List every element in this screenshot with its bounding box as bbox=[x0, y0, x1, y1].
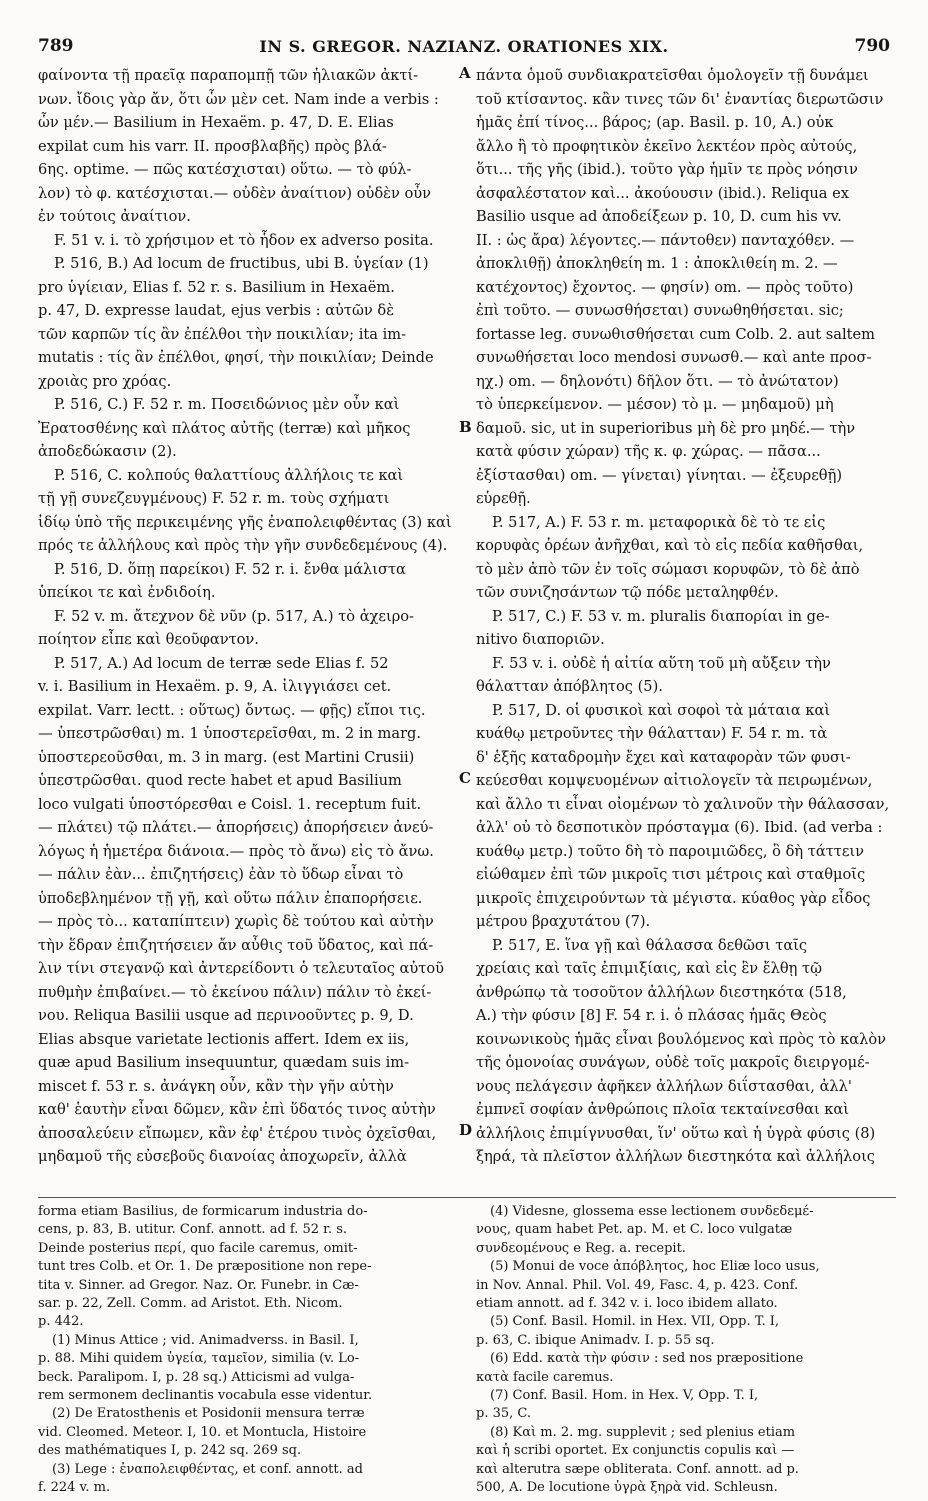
footnote-line: συνδεομένους e Reg. a. recepit. bbox=[476, 1240, 686, 1256]
footnote-line: (4) Videsne, glossema esse lectionem συνδεδεμέ- bbox=[490, 1204, 814, 1219]
text-line: v. i. Basilium in Hexaëm. p. 9, A. ἰλιγγιάσει cet. bbox=[38, 678, 392, 695]
text-line: ὑποδεβλημένον τῇ γῇ, καὶ οὕτω πάλιν ἐπαπορήσειε. bbox=[38, 889, 423, 907]
text-line: F. 51 v. i. τὸ χρήσιμον et τὸ ἧδον ex adverso posita. bbox=[54, 231, 434, 249]
text-line: ὅτι... τῆς γῆς (ibid.). τοῦτο γὰρ ἡμῖν τε πρὸς νόησιν bbox=[476, 161, 858, 178]
text-line: τῆς ὁμονοίας συνάγων, οὐδὲ τοῖς μακροῖς διειργομέ- bbox=[476, 1054, 870, 1071]
text-line: ἀλλήλοις ἐπιμίγνυσθαι, ἵν' οὕτω καὶ ἡ ὑγρὰ φύσις (8) bbox=[476, 1124, 876, 1142]
text-line: ὑπεστρῶσθαι. quod recte habet et apud Basilium bbox=[38, 772, 402, 789]
footnote-line: des mathématiques I, p. 242 sq. 269 sq. bbox=[38, 1443, 302, 1459]
text-line: ὑπείκοι τε καὶ ἐνδιδοίη. bbox=[38, 584, 216, 601]
text-line: χρείαις καὶ ταῖς ἐπιμιξίαις, καὶ εἰς ἓν ἔλθῃ τῷ bbox=[476, 960, 823, 977]
text-line: F. 53 v. i. οὐδὲ ἡ αἰτία αὕτη τοῦ μὴ αὔξειν τὴν bbox=[492, 654, 831, 672]
text-line: — πρὸς τὸ... καταπίπτειν) χωρὶς δὲ τούτου καὶ αὐτὴν bbox=[38, 913, 434, 930]
text-line: P. 517, A.) F. 53 r. m. μεταφορικὰ δὲ τὸ τε εἰς bbox=[492, 513, 826, 531]
text-line: ποίητον εἶπε καὶ θεοῦφαντον. bbox=[38, 631, 259, 648]
text-line: ἄλλο ἢ τὸ προφητικὸν ἐκεῖνο λεκτέον πρὸς αὐτούς, bbox=[476, 137, 858, 155]
text-line: P. 517, C.) F. 53 v. m. pluralis διαπορίαι in ge- bbox=[492, 607, 830, 625]
footnotes-right-column bbox=[476, 1203, 896, 1498]
footnote-line: tita v. Sinner. ad Gregor. Naz. Or. Funebr. in Cæ- bbox=[38, 1277, 359, 1293]
text-line: κυάθῳ μετρ.) τοῦτο δὴ τὸ παροιμιῶδες, ὃ δὴ τάττειν bbox=[476, 842, 865, 860]
footnote-line: καὶ alterutra sæpe obliterata. Conf. annott. ad p. bbox=[476, 1461, 799, 1477]
text-line: δαμοῦ. sic, ut in superioribus μὴ δὲ pro μηδέ.— τὴν bbox=[476, 419, 856, 437]
footnote-line: cens, p. 83, B. utitur. Conf. annott. ad f. 52 r. s. bbox=[38, 1222, 348, 1238]
right-column bbox=[476, 64, 896, 1169]
footnote-line: νους, quam habet Pet. ap. M. et C. loco vulgatæ bbox=[476, 1222, 793, 1238]
margin-letter-b: B bbox=[459, 418, 472, 436]
text-line: κατὰ φύσιν χώραν) τῆς κ. φ. χώρας. — πᾶσα... bbox=[476, 443, 821, 460]
text-line: νου. Reliqua Basilii usque ad περινοοῦντες p. 9, D. bbox=[38, 1007, 414, 1024]
footnote-line: p. 63, C. ibique Animadv. I. p. 55 sq. bbox=[476, 1332, 715, 1348]
text-line: ἐπὶ τοῦτο. — συνωσθήσεται) συνωθηθήσεται. sic; bbox=[476, 302, 844, 319]
text-line: ἀλλ' οὐ τὸ δεσποτικὸν πρόσταγμα (6). Ibid. (ad verba : bbox=[476, 819, 883, 836]
text-line: κατέχοντος) ἔχοντος. — φησίν) om. — πρὸς τοῦτο) bbox=[476, 278, 854, 296]
text-line: ἐν τούτοις ἀναίτιον. bbox=[38, 208, 191, 225]
margin-letter-d: D bbox=[459, 1121, 473, 1139]
text-line: καὶ ἄλλο τι εἶναι οἰομένων τὸ χαλινοῦν τὴν θάλασσαν, bbox=[476, 795, 890, 813]
text-line: — πλάτει) τῷ πλάτει.— ἀπορήσεις) ἀπορήσειεν ἀνεύ- bbox=[38, 819, 434, 836]
footnote-line: (6) Edd. κατὰ τὴν φύσιν : sed nos præpositione bbox=[490, 1351, 804, 1367]
text-line: A.) τὴν φύσιν [8] F. 54 r. i. ὁ πλάσας ἡμᾶς Θεὸς bbox=[476, 1007, 827, 1024]
text-line: ἀσφαλέστατον καὶ... ἀκούουσιν (ibid.). Reliqua ex bbox=[476, 184, 849, 202]
text-line: F. 52 v. m. ἄτεχνον δὲ νῦν (p. 517, A.) τὸ ἀχειρο- bbox=[54, 607, 414, 625]
text-line: P. 516, B.) Ad locum de fructibus, ubi B. ὑγείαν (1) bbox=[54, 255, 429, 272]
text-line: ἀποσαλεύειν εἴπωμεν, κἂν ἐφ' ἑτέρου τινὸς ὀχεῖσθαι, bbox=[38, 1124, 437, 1142]
text-line: συνωθήσεται loco mendosi συνωσθ.— καὶ ante προσ- bbox=[476, 349, 872, 366]
footnote-line: p. 35, C. bbox=[476, 1406, 532, 1422]
page-number-right: 790 bbox=[854, 36, 890, 56]
text-line: λον) τὸ φ. κατέσχισται.— οὐδὲν ἀναίτιον) οὐδὲν οὖν bbox=[38, 184, 432, 202]
text-line: miscet f. 53 r. s. ἀνάγκη οὖν, κἂν τὴν γῆν αὐτὴν bbox=[38, 1077, 394, 1095]
text-line: ξηρά, τὰ πλεῖστον ἀλλήλων διεστηκότα καὶ ἀλλήλοις bbox=[476, 1148, 875, 1165]
text-line: mutatis : τίς ἂν ἐπέλθοι, φησί, τὴν ποικιλίαν; Deinde bbox=[38, 349, 434, 366]
text-line: πάντα ὁμοῦ συνδιακρατεῖσθαι ὁμολογεῖν τῇ δυνάμει bbox=[476, 67, 869, 84]
text-line: μηδαμοῦ τῆς εὐσεβοῦς διανοίας ἀποχωρεῖν, ἀλλὰ bbox=[38, 1148, 407, 1165]
text-line: P. 516, C. κολπούς θαλαττίους ἀλλήλοις τε καὶ bbox=[54, 466, 404, 484]
left-column bbox=[38, 64, 458, 1169]
text-line: quæ apud Basilium insequuntur, quædam suis im- bbox=[38, 1054, 410, 1071]
text-line: Elias absque varietate lectionis affert. Idem ex iis, bbox=[38, 1030, 410, 1048]
text-line: ἐμπνεῖ σοφίαν ἀνθρώποις πλοῖα τεκταίνεσθαι καὶ bbox=[476, 1101, 850, 1118]
margin-letter-c: C bbox=[459, 769, 471, 787]
text-line: νους πελάγεσιν ἀφῆκεν ἀλλήλων διΐστασθαι, ἀλλ' bbox=[476, 1077, 852, 1095]
text-line: ἐξίστασθαι) om. — γίνεται) γίνηται. — ἐξευρεθῇ) bbox=[476, 466, 843, 484]
text-line: μικροῖς ἐπιχειρούντων τὰ μέγιστα. κύαθος γὰρ εἶδος bbox=[476, 889, 871, 907]
text-line: — πάλιν ἐὰν... ἐπιζητήσεις) ἐὰν τὸ ὕδωρ εἶναι τὸ bbox=[38, 866, 404, 883]
footnote-line: tunt tres Colb. et Or. 1. De præpositione non repe- bbox=[38, 1259, 372, 1275]
text-line: ἀποδεδώκασιν (2). bbox=[38, 443, 177, 460]
text-line: μέτρου βραχυτάτου (7). bbox=[476, 913, 651, 930]
text-line: pro ὑγίειαν, Elias f. 52 r. s. Basilium in Hexaëm. bbox=[38, 278, 395, 296]
footnote-line: f. 224 v. m. bbox=[38, 1480, 111, 1496]
text-line: P. 517, D. οἱ φυσικοὶ καὶ σοφοὶ τὰ μάταια καὶ bbox=[492, 701, 831, 719]
text-line: ὧν μέν.— Basilium in Hexaëm. p. 47, D. E. Elias bbox=[38, 114, 394, 131]
text-line: II. : ὡς ἄρα) λέγοντες.— πάντοθεν) πανταχόθεν. — bbox=[476, 231, 855, 249]
footnote-line: beck. Paralipom. I, p. 28 sq.) Atticismi ad vulga- bbox=[38, 1369, 355, 1385]
text-line: ἰδίῳ ὑπὸ τῆς περικειμένης γῆς ἐναπολειφθέντας (3) καὶ bbox=[38, 513, 452, 531]
text-line: λιν τίνι στεγανῷ καὶ ἀντερείδοντι ὁ τελευταῖος αὐτοῦ bbox=[38, 960, 444, 977]
footnote-line: forma etiam Basilius, de formicarum industria do- bbox=[38, 1204, 368, 1219]
text-line: νων. ἴδοις γὰρ ἄν, ὅτι ὧν μὲν cet. Nam inde a verbis : bbox=[38, 90, 439, 108]
text-line: θάλατταν ἀπόβλητος (5). bbox=[476, 678, 663, 695]
footnote-line: p. 88. Mihi quidem ὑγεία, ταμεῖον, similia (v. Lo- bbox=[38, 1351, 360, 1367]
text-line: Ἐρατοσθένης καὶ πλάτος αὐτῆς (terræ) καὶ μῆκος bbox=[38, 419, 411, 437]
footnote-line: Deinde posterius περί, quo facile caremus, omit- bbox=[38, 1240, 358, 1256]
footnote-line: p. 442. bbox=[38, 1314, 84, 1330]
text-line: τῇ γῇ συνεζευγμένους) F. 52 r. m. τοὺς σχήματι bbox=[38, 490, 390, 507]
text-line: ηχ.) om. — δηλονότι) δῆλον ὅτι. — τὸ ἀνώτατον) bbox=[476, 372, 839, 390]
text-line: τῶν καρπῶν τίς ἂν ἐπέλθοι τὴν ποικιλίαν; ita im- bbox=[38, 325, 407, 343]
footnote-line: (3) Lege : ἐναπολειφθέντας, et conf. annott. ad bbox=[52, 1461, 363, 1477]
footnote-line: (1) Minus Attice ; vid. Animadverss. in Basil. I, bbox=[52, 1332, 359, 1348]
page-number-left: 789 bbox=[38, 36, 74, 56]
text-line: Basilio usque ad ἀποδείξεων p. 10, D. cum his vv. bbox=[476, 208, 842, 225]
footnote-line: 500, A. De locutione ὑγρὰ ξηρὰ vid. Schleusn. bbox=[476, 1480, 778, 1496]
footnote-line: rem sermonem declinantis vocabula esse videntur. bbox=[38, 1388, 373, 1404]
text-line: χροιὰς pro χρόας. bbox=[38, 372, 172, 390]
footnote-line: etiam annott. ad f. 342 v. i. loco ibidem allato. bbox=[476, 1296, 778, 1312]
footnote-line: vid. Cleomed. Meteor. I, 10. et Montucla, Histoire bbox=[38, 1424, 367, 1440]
text-line: φαίνοντα τῇ πραεῖᾳ παραπομπῇ τῶν ἡλιακῶν ἀκτί- bbox=[38, 67, 419, 84]
footnote-line: (8) Καὶ m. 2. mg. supplevit ; sed plenius etiam bbox=[490, 1424, 796, 1440]
text-line: 6ης. optime. — πῶς κατέσχισται) οὕτω. — τὸ φύλ- bbox=[38, 161, 412, 178]
text-line: κορυφὰς ὀρέων ἀνῆχθαι, καὶ τὸ εἰς πεδία καθῆσθαι, bbox=[476, 537, 864, 554]
text-line: fortasse leg. συνωθισθήσεται cum Colb. 2. aut saltem bbox=[476, 325, 875, 343]
text-line: πυθμὴν ἐπιβαίνει.— τὸ ἐκείνου πάλιν) πάλιν τὸ ἐκεί- bbox=[38, 983, 432, 1001]
text-line: εἰώθαμεν ἐπὶ τῶν μικροῖς τισι μέτροις καὶ σταθμοῖς bbox=[476, 866, 866, 883]
footnote-divider bbox=[38, 1197, 896, 1198]
text-line: τῶν συνιζησάντων τῷ πόδε μεταληφθέν. bbox=[476, 584, 779, 601]
text-line: ἀποκλιθῇ) ἀποκληθείη m. 1 : ἀποκλιθείη m. 2. — bbox=[476, 255, 838, 272]
footnotes-left-column bbox=[38, 1203, 458, 1498]
footnote-line: (5) Conf. Basil. Homil. in Hex. VII, Opp. T. I, bbox=[490, 1314, 780, 1330]
footnote-line: sar. p. 22, Zell. Comm. ad Aristot. Eth. Nicom. bbox=[38, 1296, 343, 1312]
footnote-line: (5) Monui de voce ἀπόβλητος, hoc Eliæ loco usus, bbox=[490, 1259, 820, 1275]
footnote-line: in Nov. Annal. Phil. Vol. 49, Fasc. 4, p. 423. Conf. bbox=[476, 1277, 799, 1293]
running-title: IN S. GREGOR. NAZIANZ. ORATIONES XIX. bbox=[259, 36, 669, 56]
margin-letter-a: A bbox=[459, 64, 471, 82]
text-line: P. 517, E. ἵνα γῇ καὶ θάλασσα δεθῶσι ταῖς bbox=[492, 936, 808, 954]
text-line: καθ' ἑαυτὴν εἶναι δῶμεν, κἂν ἐπὶ ὕδατός τινος αὐτὴν bbox=[38, 1101, 436, 1118]
footnote-line: καὶ ἡ scribi oportet. Ex conjunctis copulis καὶ — bbox=[476, 1443, 795, 1459]
text-line: loco vulgati ὑποστόρεσθαι e Coisl. 1. receptum fuit. bbox=[38, 795, 422, 813]
text-line: ὑποστερεοῦσθαι, m. 3 in marg. (est Martini Crusii) bbox=[38, 748, 415, 766]
text-line: τοῦ κτίσαντος. κἂν τινες τῶν δι' ἐναντίας διερωτῶσιν bbox=[476, 90, 884, 108]
text-line: — ὑπεστρῶσθαι) m. 1 ὑποστερεῖσθαι, m. 2 in marg. bbox=[38, 725, 422, 742]
text-line: εὑρεθῇ. bbox=[476, 490, 531, 507]
text-line: τὸ ὑπερκείμενον. — μέσον) τὸ μ. — μηδαμοῦ) μὴ bbox=[476, 396, 834, 413]
text-line: P. 516, D. ὅπῃ παρείκοι) F. 52 r. i. ἔνθα μάλιστα bbox=[54, 560, 406, 578]
text-line: κοινωνικοὺς ἡμᾶς εἶναι βουλόμενος καὶ πρὸς τὸ καλὸν bbox=[476, 1030, 886, 1048]
page-header bbox=[38, 34, 890, 58]
footnote-line: (7) Conf. Basil. Hom. in Hex. V, Opp. T. I, bbox=[490, 1388, 759, 1404]
footnote-line: κατὰ facile caremus. bbox=[476, 1369, 614, 1385]
text-line: ἀνθρώπῳ τὰ τοσοῦτον ἀλλήλων διεστηκότα (518, bbox=[476, 983, 847, 1001]
text-line: τὸ μὲν ἀπὸ τῶν ἐν τοῖς σώμασι κορυφῶν, τὸ δὲ ἀπὸ bbox=[476, 560, 860, 578]
text-line: ἡμᾶς ἐπί τίνος... βάρος; (ap. Basil. p. 10, A.) οὐκ bbox=[476, 114, 834, 131]
footnote-line: (2) De Eratosthenis et Posidonii mensura terræ bbox=[52, 1406, 365, 1422]
text-line: κυάθῳ μετροῦντες τὴν θάλατταν) F. 54 r. m. τὰ bbox=[476, 725, 828, 742]
text-line: p. 47, D. expresse laudat, ejus verbis : αὐτῶν δὲ bbox=[38, 302, 395, 319]
text-line: κεύεσθαι κομψευομένων αἰτιολογεῖν τὰ πειρωμένων, bbox=[476, 772, 873, 789]
text-line: nitivo διαποριῶν. bbox=[476, 631, 605, 648]
text-line: expilat cum his varr. II. προσβλαβῆς) πρὸς βλά- bbox=[38, 137, 387, 155]
text-line: δ' ἑξῆς καταδρομὴν ἔχει καὶ καταφορὰν τῶν φυσι- bbox=[476, 748, 851, 766]
text-line: τὴν ἕδραν ἐπιζητήσειεν ἄν αὖθις τοῦ ὕδατος, καὶ πά- bbox=[38, 936, 434, 954]
text-line: P. 517, A.) Ad locum de terræ sede Elias f. 52 bbox=[54, 654, 389, 672]
text-line: λόγως ἡ ἡμετέρα διάνοια.— πρὸς τὸ ἄνω) εἰς τὸ ἄνω. bbox=[38, 842, 434, 860]
text-line: P. 516, C.) F. 52 r. m. Ποσειδώνιος μὲν οὖν καὶ bbox=[54, 396, 400, 413]
text-line: expilat. Varr. lectt. : οὕτως) ὄντως. — φῇς) εἴποι τις. bbox=[38, 701, 426, 719]
text-line: πρός τε ἀλλήλους καὶ πρὸς τὴν γῆν συνδεδεμένους (4). bbox=[38, 537, 448, 554]
